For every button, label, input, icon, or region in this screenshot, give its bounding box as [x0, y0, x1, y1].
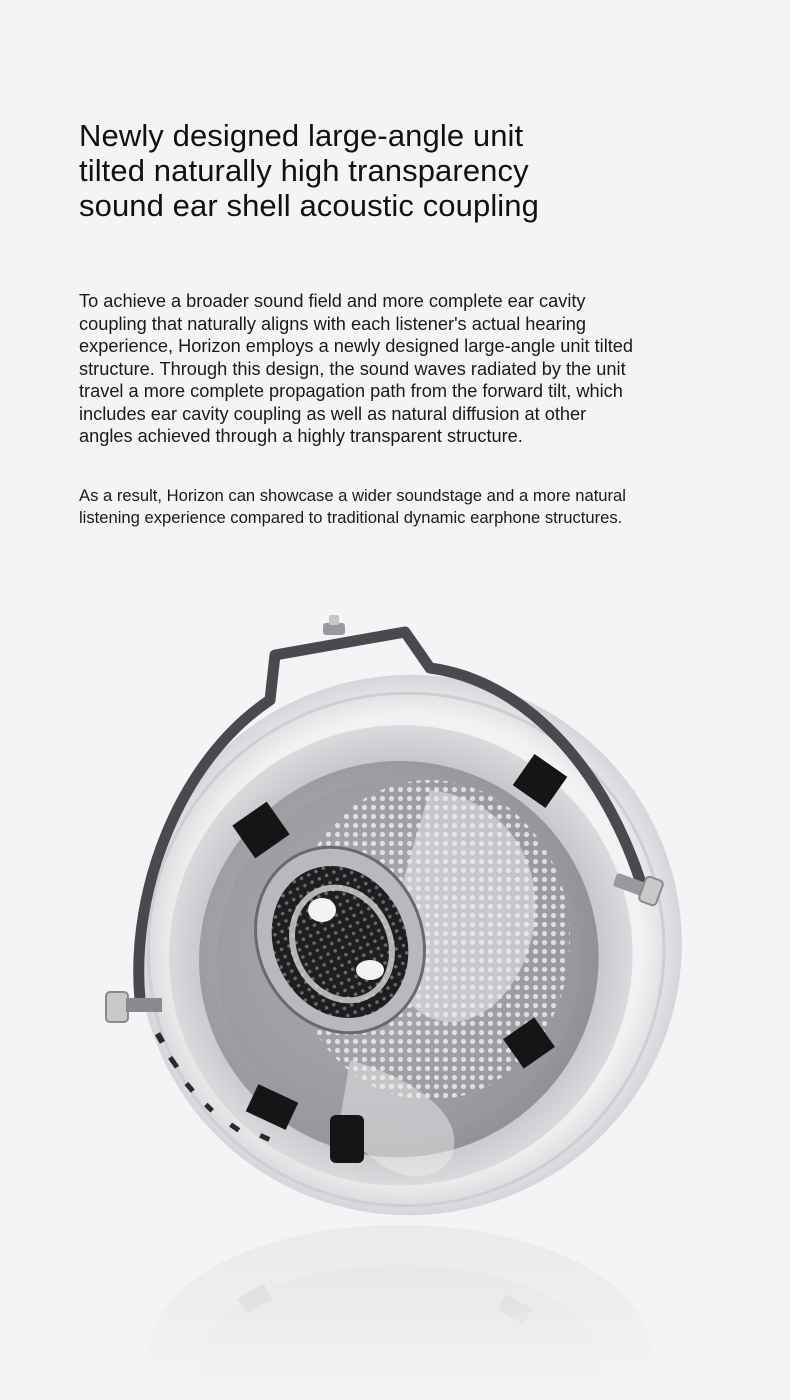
earphone-illustration	[0, 560, 790, 1400]
headline-line-1: Newly designed large-angle unit	[79, 118, 524, 153]
description-line: structure. Through this design, the sound waves radiated by the unit	[79, 358, 626, 379]
summary-line: listening experience compared to traditional dynamic earphone structures.	[79, 508, 623, 527]
description-line: travel a more complete propagation path from the forward tilt, which	[79, 381, 623, 401]
headline-line-2: tilted naturally high transparency	[79, 153, 529, 188]
earphone-product-image	[0, 560, 790, 1400]
feature-summary	[79, 485, 729, 529]
description-line: experience, Horizon employs a newly designed large-angle unit tilted	[79, 336, 634, 356]
feature-headline	[79, 118, 679, 223]
feature-description	[79, 290, 729, 448]
description-line: includes ear cavity coupling as well as natural diffusion at other	[79, 403, 587, 424]
earphone-reflection	[150, 1220, 650, 1400]
description-line: To achieve a broader sound field and more complete ear cavity	[79, 291, 586, 311]
summary-line: As a result, Horizon can showcase a wider soundstage and a more natural	[79, 486, 626, 505]
description-line: coupling that naturally aligns with each listener's actual hearing	[79, 313, 586, 334]
description-line: angles achieved through a highly transparent structure.	[79, 426, 523, 446]
headline-line-3: sound ear shell acoustic coupling	[79, 188, 539, 223]
